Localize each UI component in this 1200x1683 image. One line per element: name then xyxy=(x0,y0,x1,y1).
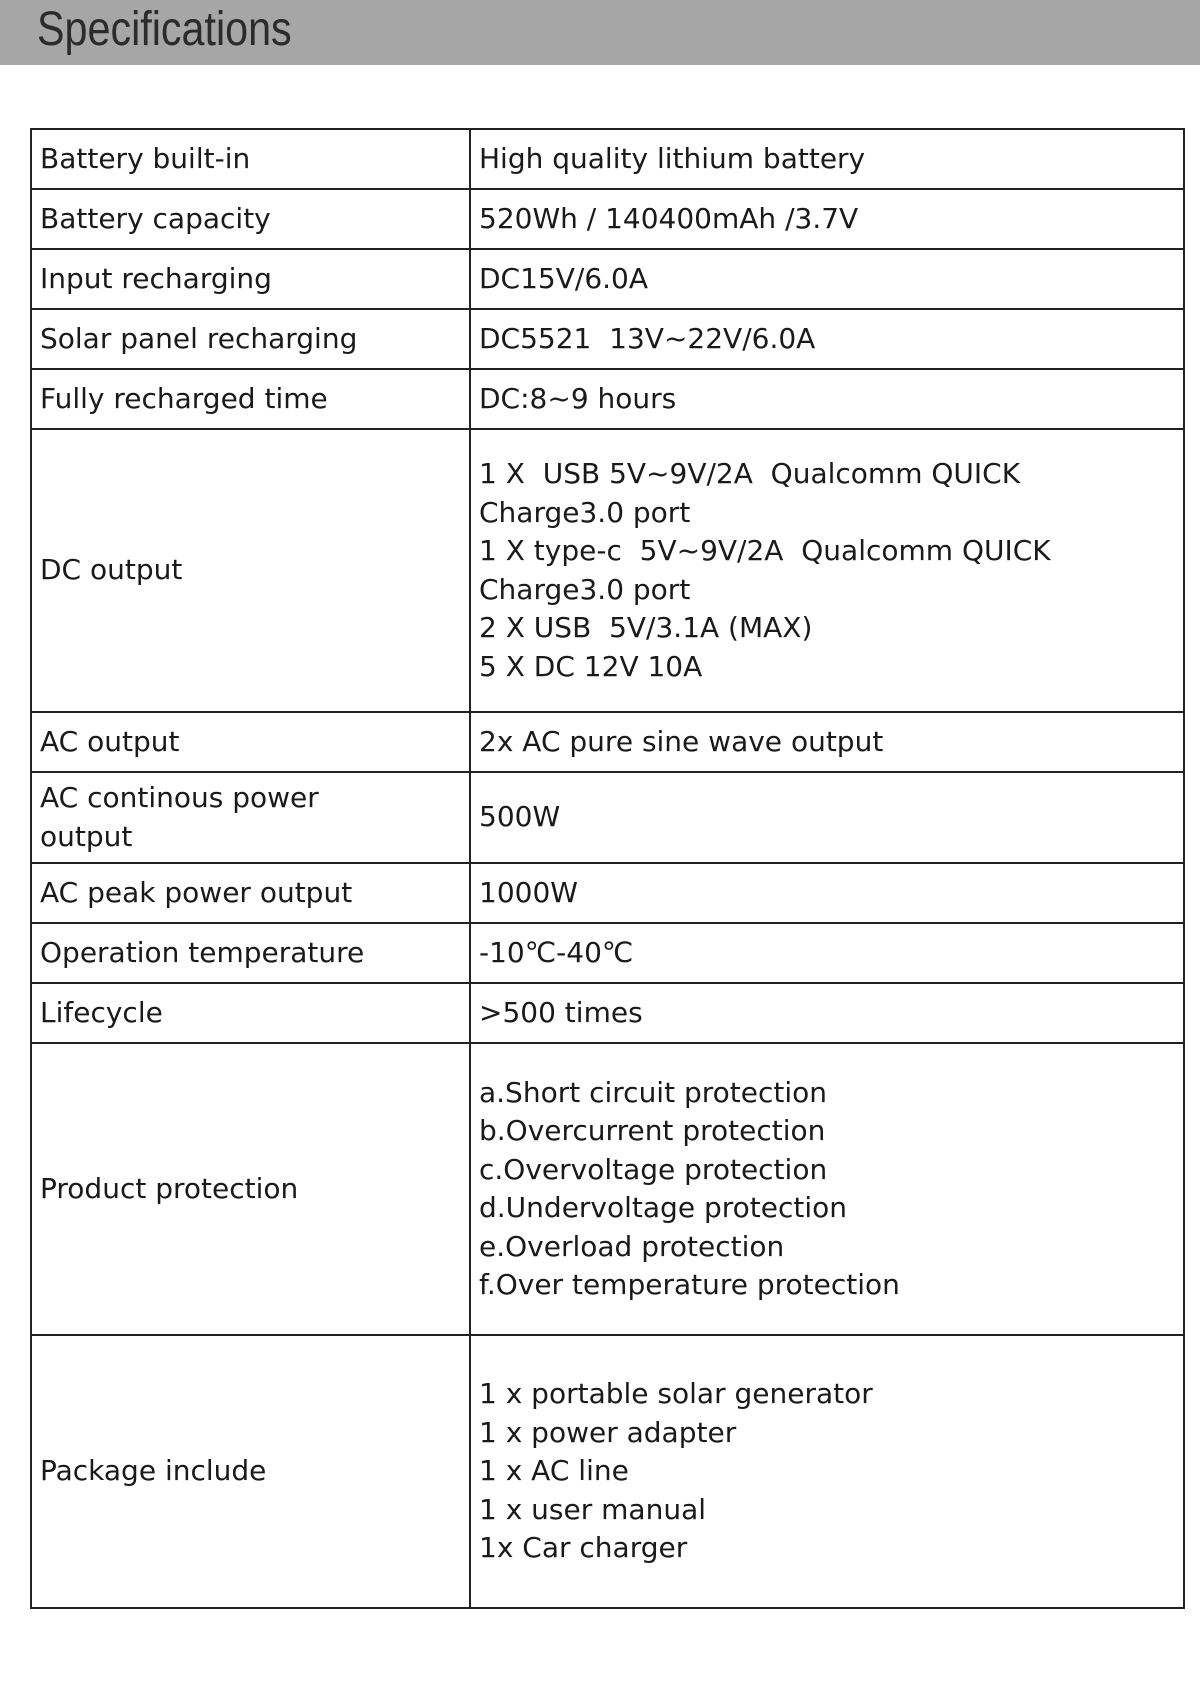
spec-label: AC peak power output xyxy=(31,863,470,923)
list-item: b.Overcurrent protection xyxy=(479,1114,826,1147)
table-row xyxy=(31,129,1184,189)
list-item: 5 X DC 12V 10A xyxy=(479,649,703,683)
spec-label: Battery capacity xyxy=(31,189,470,249)
list-item: 1 X type-c 5V~9V/2A Qualcomm QUICK xyxy=(479,534,1051,567)
table-row xyxy=(31,249,1184,309)
spec-label: Operation temperature xyxy=(31,923,470,983)
list-item: e.Overload protection xyxy=(479,1229,785,1263)
spec-label: Input recharging xyxy=(31,249,470,309)
spec-label: Solar panel recharging xyxy=(31,309,470,369)
list-item: 1 x power adapter xyxy=(479,1415,737,1449)
table-row xyxy=(31,772,1184,863)
table-row xyxy=(31,429,1184,712)
spec-value: High quality lithium battery xyxy=(470,129,1184,189)
spec-value-list xyxy=(470,1043,1184,1335)
spec-value: DC5521 13V~22V/6.0A xyxy=(470,309,1184,369)
spec-label: AC output xyxy=(31,712,470,772)
spec-label-line: AC continous power xyxy=(40,781,319,814)
table-row xyxy=(31,1043,1184,1335)
spec-value: 500W xyxy=(470,772,1184,863)
spec-label: Lifecycle xyxy=(31,983,470,1043)
table-row xyxy=(31,983,1184,1043)
list-item: f.Over temperature protection xyxy=(479,1268,900,1301)
spec-value: DC:8~9 hours xyxy=(470,369,1184,429)
spec-value: 520Wh / 140400mAh /3.7V xyxy=(470,189,1184,249)
spec-value: -10℃-40℃ xyxy=(470,923,1184,983)
spec-label: Package include xyxy=(31,1335,470,1608)
spec-label: DC output xyxy=(31,429,470,712)
list-item: 1 x user manual xyxy=(479,1492,707,1526)
spec-value: >500 times xyxy=(470,983,1184,1043)
spec-value: 1000W xyxy=(470,863,1184,923)
spec-value: 2x AC pure sine wave output xyxy=(470,712,1184,772)
table-row xyxy=(31,1335,1184,1608)
list-item: Charge3.0 port xyxy=(479,572,691,606)
spec-label xyxy=(31,772,470,863)
list-item: 1 x portable solar generator xyxy=(479,1377,873,1411)
list-item: 1 x AC line xyxy=(479,1454,629,1488)
table-row xyxy=(31,309,1184,369)
list-item: 1 X USB 5V~9V/2A Qualcomm QUICK xyxy=(479,457,1021,490)
table-row xyxy=(31,189,1184,249)
list-item: 1x Car charger xyxy=(479,1531,688,1565)
table-row xyxy=(31,712,1184,772)
spec-value: DC15V/6.0A xyxy=(470,249,1184,309)
list-item: c.Overvoltage protection xyxy=(479,1152,828,1186)
list-item: 2 X USB 5V/3.1A (MAX) xyxy=(479,611,813,644)
spec-label-line: output xyxy=(40,819,133,853)
header-bar xyxy=(0,0,1200,65)
table-row xyxy=(31,923,1184,983)
table-row xyxy=(31,369,1184,429)
spec-value-list xyxy=(470,429,1184,712)
spec-label: Fully recharged time xyxy=(31,369,470,429)
spec-label: Product protection xyxy=(31,1043,470,1335)
table-row xyxy=(31,863,1184,923)
list-item: d.Undervoltage protection xyxy=(479,1191,847,1224)
spec-label: Battery built-in xyxy=(31,129,470,189)
specifications-table xyxy=(30,128,1185,1609)
list-item: a.Short circuit protection xyxy=(479,1075,828,1109)
spec-value-list xyxy=(470,1335,1184,1608)
page-title: Specifications xyxy=(37,3,292,56)
list-item: Charge3.0 port xyxy=(479,495,691,529)
